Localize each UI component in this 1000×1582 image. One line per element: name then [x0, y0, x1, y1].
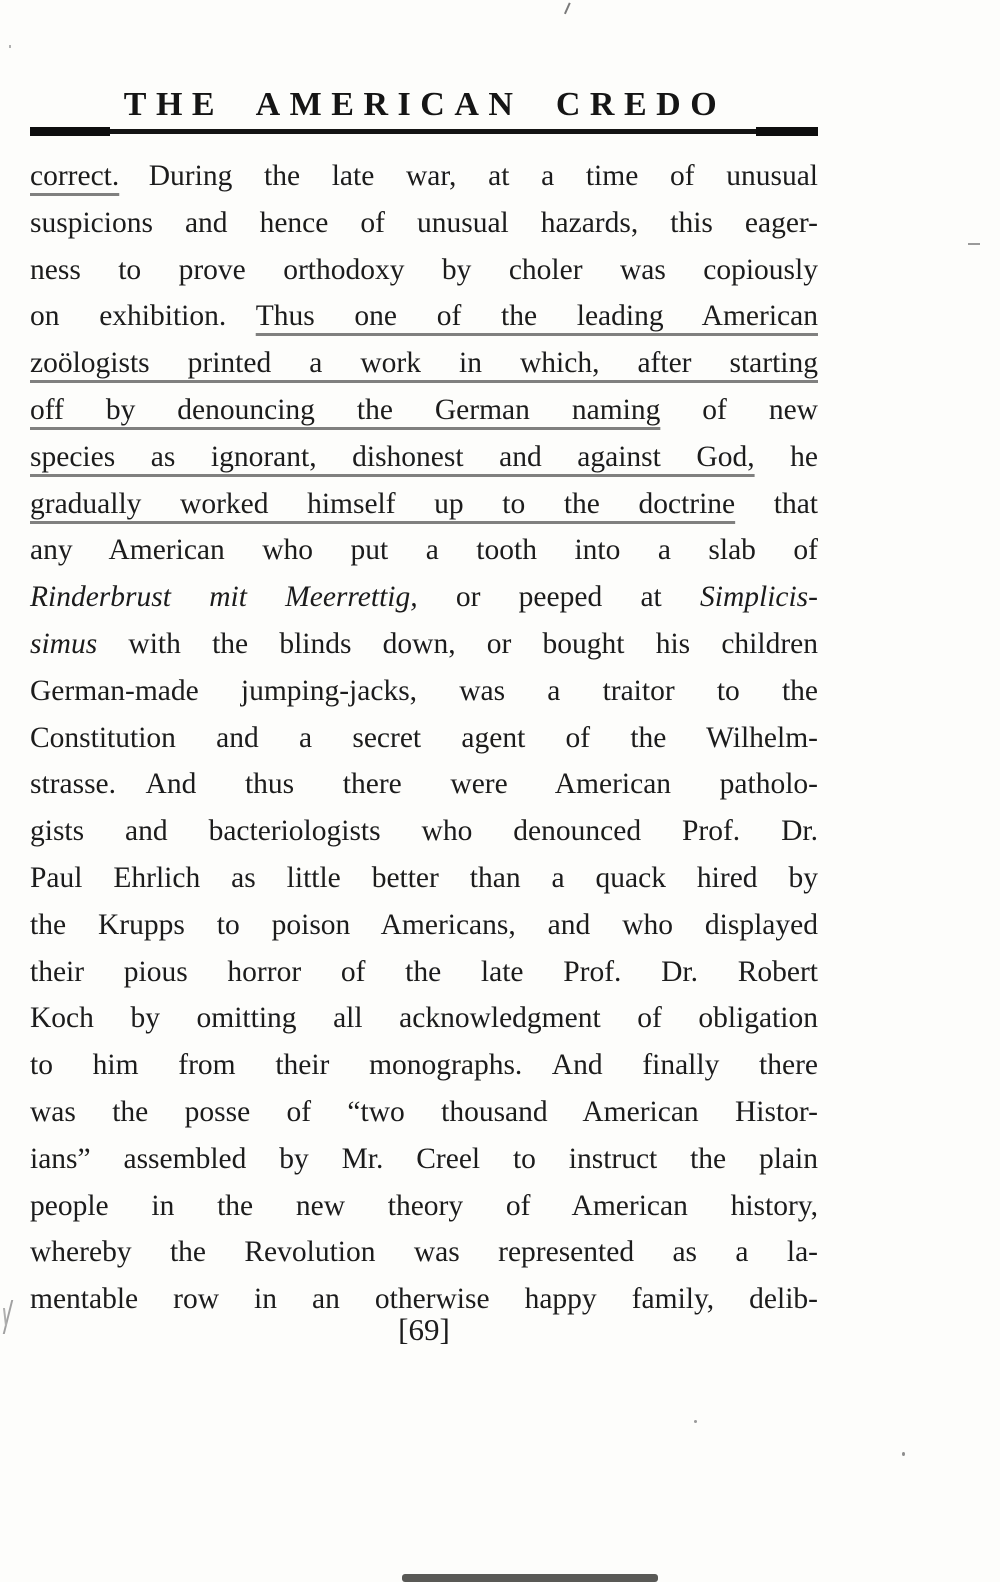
header-rule-right-end [756, 127, 818, 136]
body-text [30, 153, 818, 1323]
text-line [30, 1136, 818, 1183]
text-line [30, 949, 818, 996]
scan-margin-dot [694, 1420, 697, 1423]
page-header-title: THE AMERICAN CREDO [123, 86, 727, 123]
pencil-underlined-text: correct. [30, 160, 120, 192]
text-line [30, 574, 818, 621]
italic-text: Simplicis- [700, 581, 818, 614]
page-number: [69] [398, 1312, 450, 1347]
text-line [30, 668, 818, 715]
text-line [30, 527, 818, 574]
text-segment: suspicions and hence of unusual hazards, this eager- [30, 206, 818, 239]
text-line [30, 153, 818, 200]
text-segment: whereby the Revolution was represented as a la- [30, 1236, 818, 1269]
text-segment: people in the new theory of American history, [30, 1189, 818, 1222]
text-line [30, 715, 818, 762]
text-segment: German-made jumping-jacks, was a traitor to the [30, 674, 818, 707]
text-segment: was the posse of “two thousand American Histor- [30, 1095, 818, 1128]
text-line [30, 1089, 818, 1136]
text-line [30, 434, 818, 481]
text-segment: mentable row in an otherwise happy family, delib- [30, 1283, 818, 1316]
text-line [30, 481, 818, 528]
text-line [30, 808, 818, 855]
text-segment: with the blinds down, or bought his children [97, 627, 818, 660]
text-segment: Paul Ehrlich as little better than a quack hired by [30, 861, 818, 894]
header-rule [30, 129, 818, 134]
text-segment: the Krupps to poison Americans, and who displayed [30, 908, 818, 941]
text-line [30, 1042, 818, 1089]
text-line [30, 200, 818, 247]
text-segment: any American who put a tooth into a slab of [30, 534, 818, 567]
text-line [30, 995, 818, 1042]
text-line [30, 855, 818, 902]
text-line [30, 902, 818, 949]
text-line [30, 247, 818, 294]
scan-margin-dot [902, 1452, 905, 1456]
text-line [30, 761, 818, 808]
scan-bottom-streak [402, 1574, 658, 1582]
text-segment: that [735, 487, 818, 520]
text-line [30, 1229, 818, 1276]
pencil-underlined-text: species as ignorant, dishonest and against God, [30, 440, 755, 473]
text-segment: of new [660, 393, 818, 426]
header-rule-left-end [30, 127, 110, 136]
text-line [30, 293, 818, 340]
text-line [30, 1183, 818, 1230]
text-segment: ians” assembled by Mr. Creel to instruct the plain [30, 1142, 818, 1175]
italic-text: Rinderbrust mit Meerrettig, [30, 581, 418, 614]
text-segment: their pious horror of the late Prof. Dr. Robert [30, 955, 818, 988]
pencil-underlined-text: zoölogists printed a work in which, after starting [30, 347, 818, 380]
pencil-underlined-text: off by denouncing the German naming [30, 393, 661, 426]
text-line [30, 621, 818, 668]
scan-speck-top [564, 2, 578, 17]
text-segment: During the late war, at a time of unusual [119, 160, 818, 192]
text-segment: Koch by omitting all acknowledgment of obligation [30, 1002, 818, 1035]
text-line [30, 387, 818, 434]
text-segment: on exhibition. [30, 300, 256, 333]
pencil-scribble-mark [0, 1300, 13, 1334]
text-segment: or peeped at [417, 581, 700, 614]
pencil-underlined-text: Thus one of the leading American [255, 300, 818, 333]
text-segment: he [754, 440, 818, 473]
pencil-underlined-text: gradually worked himself up to the doctrine [30, 487, 736, 520]
text-segment: ness to prove orthodoxy by choler was copiously [30, 253, 818, 286]
text-segment: to him from their monographs. And finally there [30, 1049, 818, 1082]
scan-margin-dash [968, 243, 980, 245]
text-segment: gists and bacteriologists who denounced Prof. Dr. [30, 815, 818, 848]
scan-faint-dot [9, 45, 11, 48]
text-segment: strasse. And thus there were American patholo- [30, 768, 818, 801]
italic-text: simus [30, 627, 98, 660]
text-line [30, 340, 818, 387]
text-segment: Constitution and a secret agent of the Wilhelm- [30, 721, 818, 754]
